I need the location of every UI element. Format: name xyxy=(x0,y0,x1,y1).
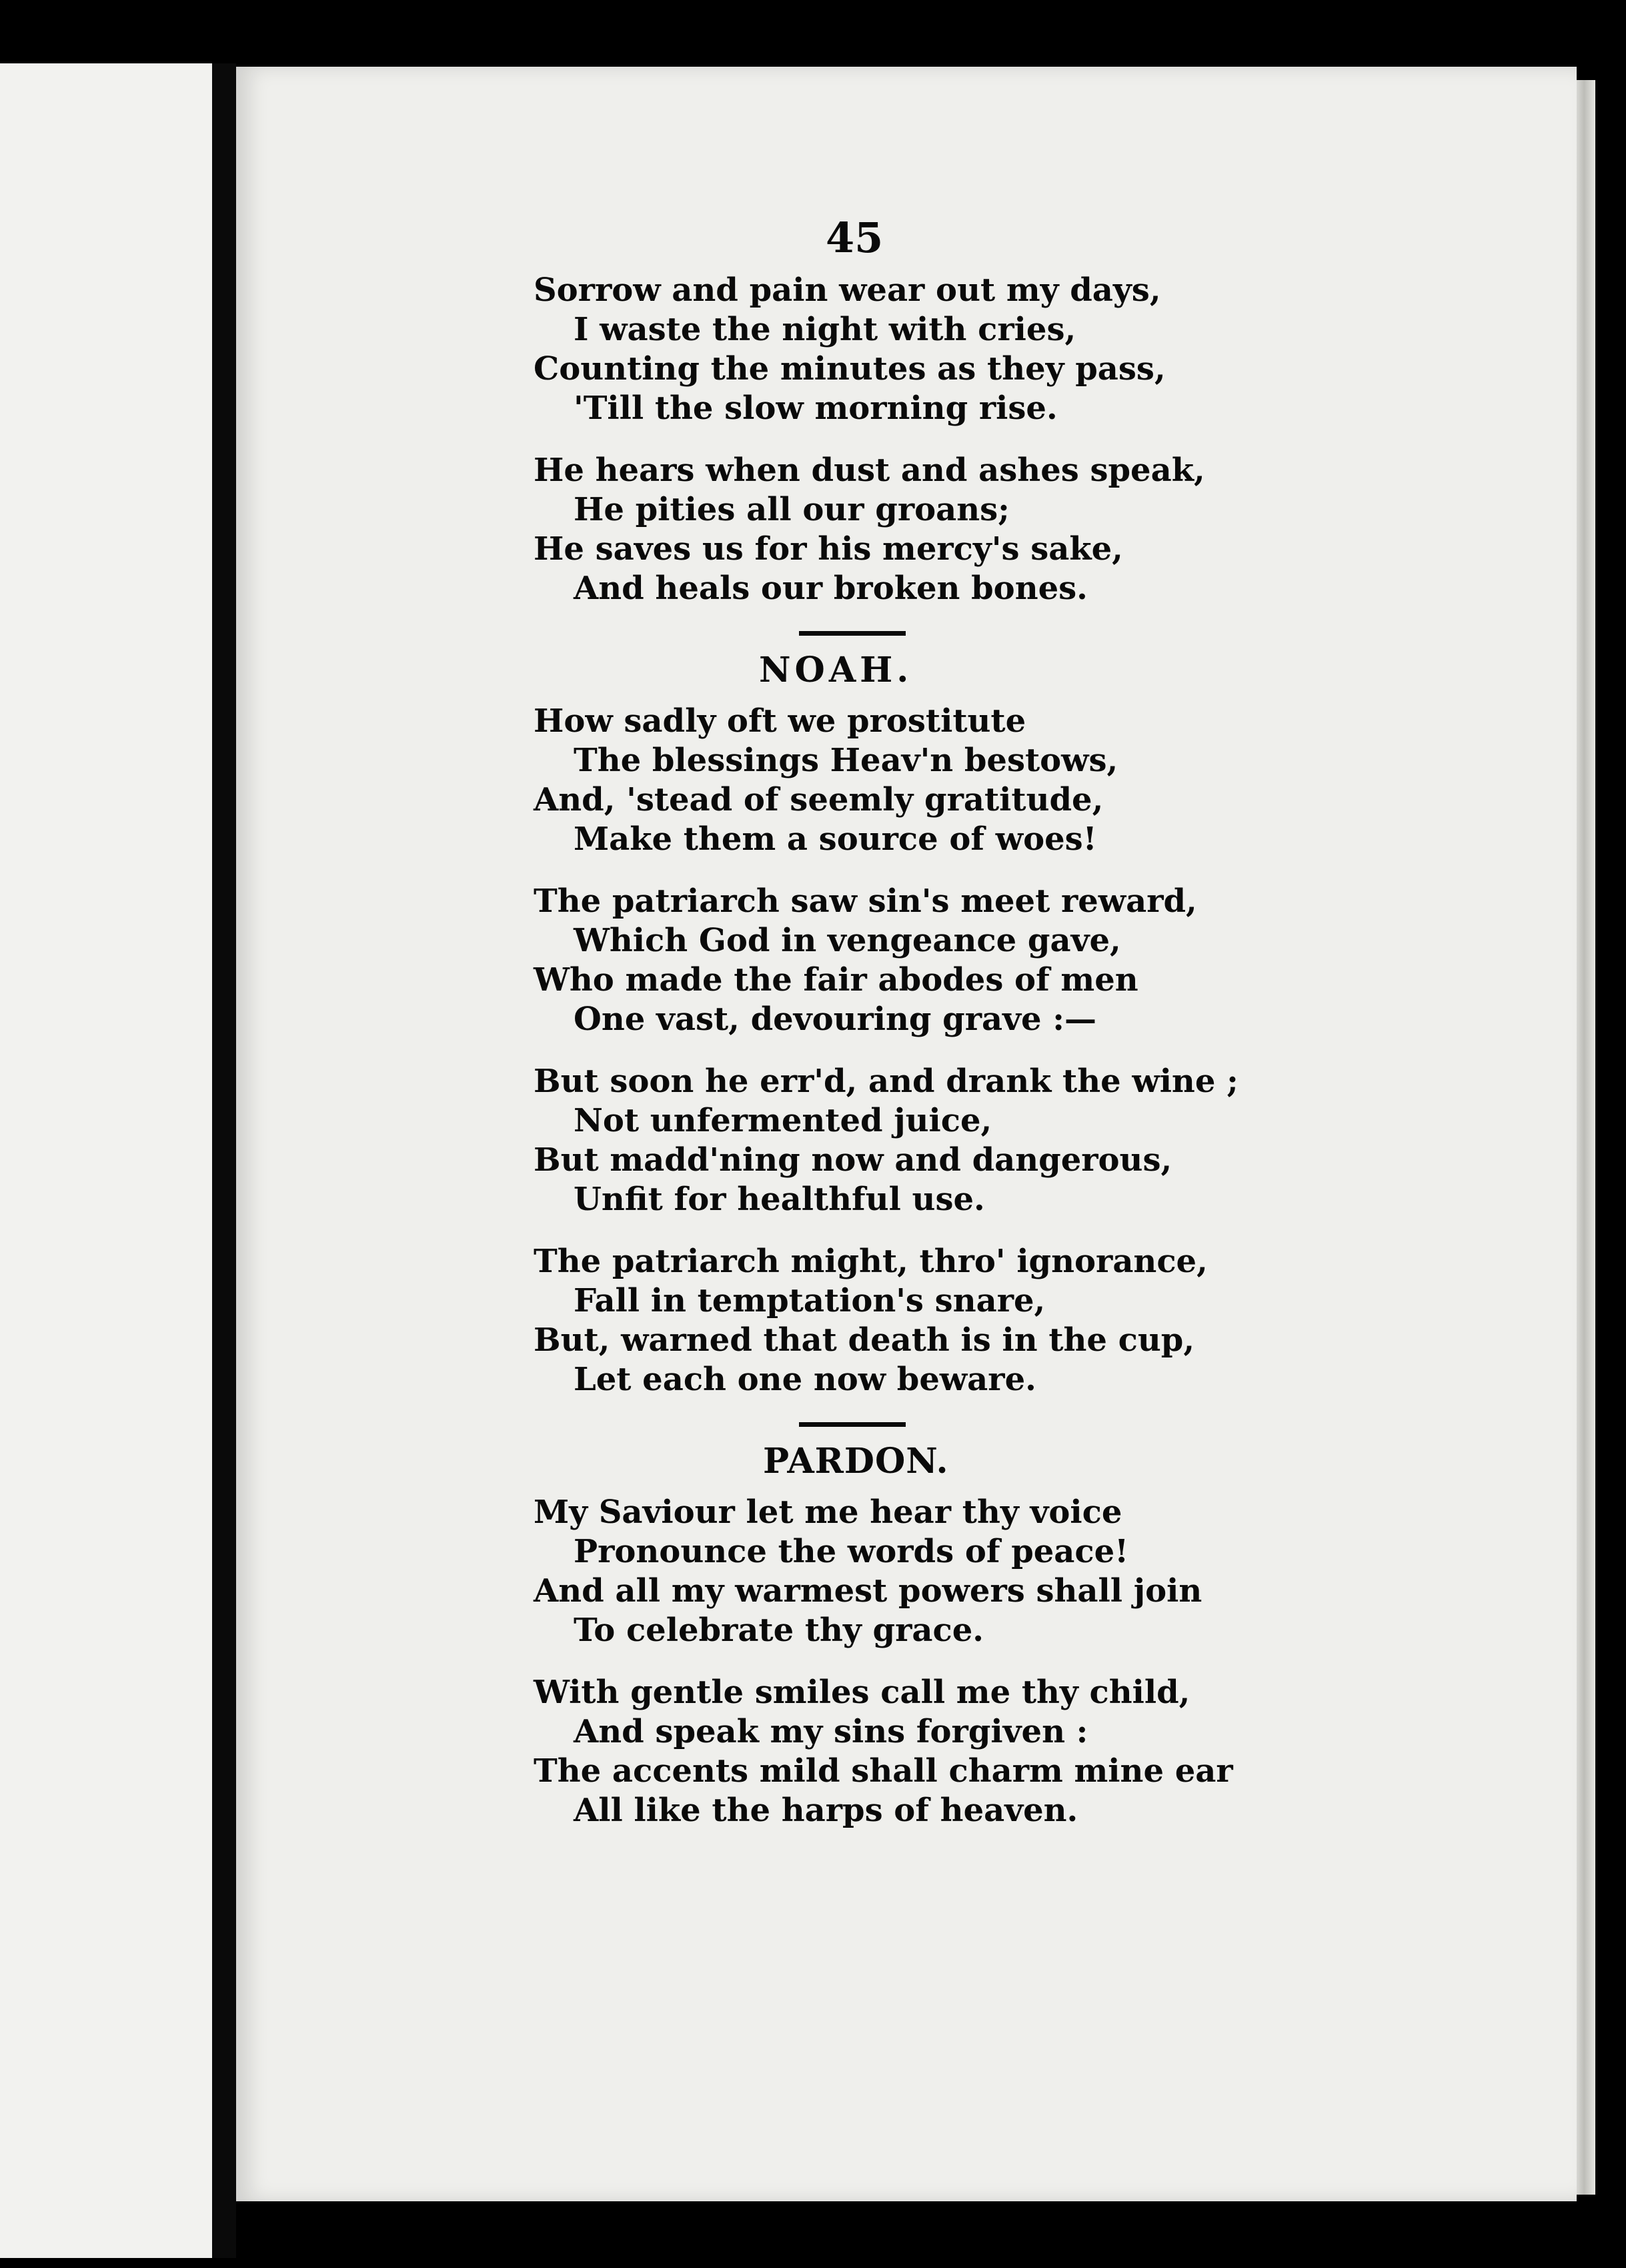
book-gutter xyxy=(212,63,236,2258)
verse-line: Which God in vengeance gave, xyxy=(574,922,1121,959)
verse-line: And, 'stead of seemly gratitude, xyxy=(534,781,1104,818)
verse-line: With gentle smiles call me thy child, xyxy=(534,1674,1190,1711)
stanza xyxy=(534,1062,1467,1219)
verse-line: The patriarch saw sin's meet reward, xyxy=(534,883,1197,920)
verse-line: One vast, devouring grave :— xyxy=(574,1001,1096,1038)
verse-line: And heals our broken bones. xyxy=(574,570,1088,607)
section-rule xyxy=(799,631,906,636)
verse-line: How sadly oft we prostitute xyxy=(534,702,1026,740)
stanza xyxy=(534,882,1467,1039)
verse-line: The blessings Heav'n bestows, xyxy=(574,742,1118,779)
stanza xyxy=(534,702,1467,859)
verse-line: My Saviour let me hear thy voice xyxy=(534,1494,1122,1531)
stanza xyxy=(534,271,1467,428)
verse-line: He hears when dust and ashes speak, xyxy=(534,452,1205,489)
verse-line: 'Till the slow morning rise. xyxy=(574,390,1058,427)
poem-title: PARDON. xyxy=(763,1441,949,1482)
verse-line: And speak my sins forgiven : xyxy=(574,1713,1088,1750)
verse-line: All like the harps of heaven. xyxy=(574,1792,1078,1829)
verse-line: Who made the fair abodes of men xyxy=(534,961,1138,999)
page-number: 45 xyxy=(826,213,884,262)
verse-line: To celebrate thy grace. xyxy=(574,1612,984,1649)
verse-line: Pronounce the words of peace! xyxy=(574,1533,1129,1570)
stanza xyxy=(534,1673,1467,1830)
verse-line: Let each one now beware. xyxy=(574,1361,1036,1398)
poem-title: NOAH. xyxy=(759,650,913,690)
verse-line: But soon he err'd, and drank the wine ; xyxy=(534,1063,1239,1100)
verse-line: Unfit for healthful use. xyxy=(574,1181,985,1218)
previous-page-edge xyxy=(0,63,212,2258)
stanza xyxy=(534,451,1467,608)
verse-line: He pities all our groans; xyxy=(574,491,1010,528)
verse-line: Make them a source of woes! xyxy=(574,820,1097,858)
verse-line: Counting the minutes as they pass, xyxy=(534,350,1166,388)
verse-line: Sorrow and pain wear out my days, xyxy=(534,271,1161,309)
verse-line: But madd'ning now and dangerous, xyxy=(534,1141,1172,1179)
verse-line: But, warned that death is in the cup, xyxy=(534,1321,1195,1359)
stanza xyxy=(534,1242,1467,1399)
verse-line: And all my warmest powers shall join xyxy=(534,1572,1202,1610)
stanza xyxy=(534,1493,1467,1650)
verse-line: He saves us for his mercy's sake, xyxy=(534,530,1123,568)
section-rule xyxy=(799,1422,906,1427)
page-text xyxy=(534,207,1467,1830)
verse-line: Not unfermented juice, xyxy=(574,1102,992,1139)
verse-line: The accents mild shall charm mine ear xyxy=(534,1752,1233,1790)
verse-line: The patriarch might, thro' ignorance, xyxy=(534,1243,1208,1280)
verse-line: Fall in temptation's snare, xyxy=(574,1282,1046,1319)
page-stack-edge xyxy=(1577,80,1595,2195)
verse-line: I waste the night with cries, xyxy=(574,311,1076,348)
